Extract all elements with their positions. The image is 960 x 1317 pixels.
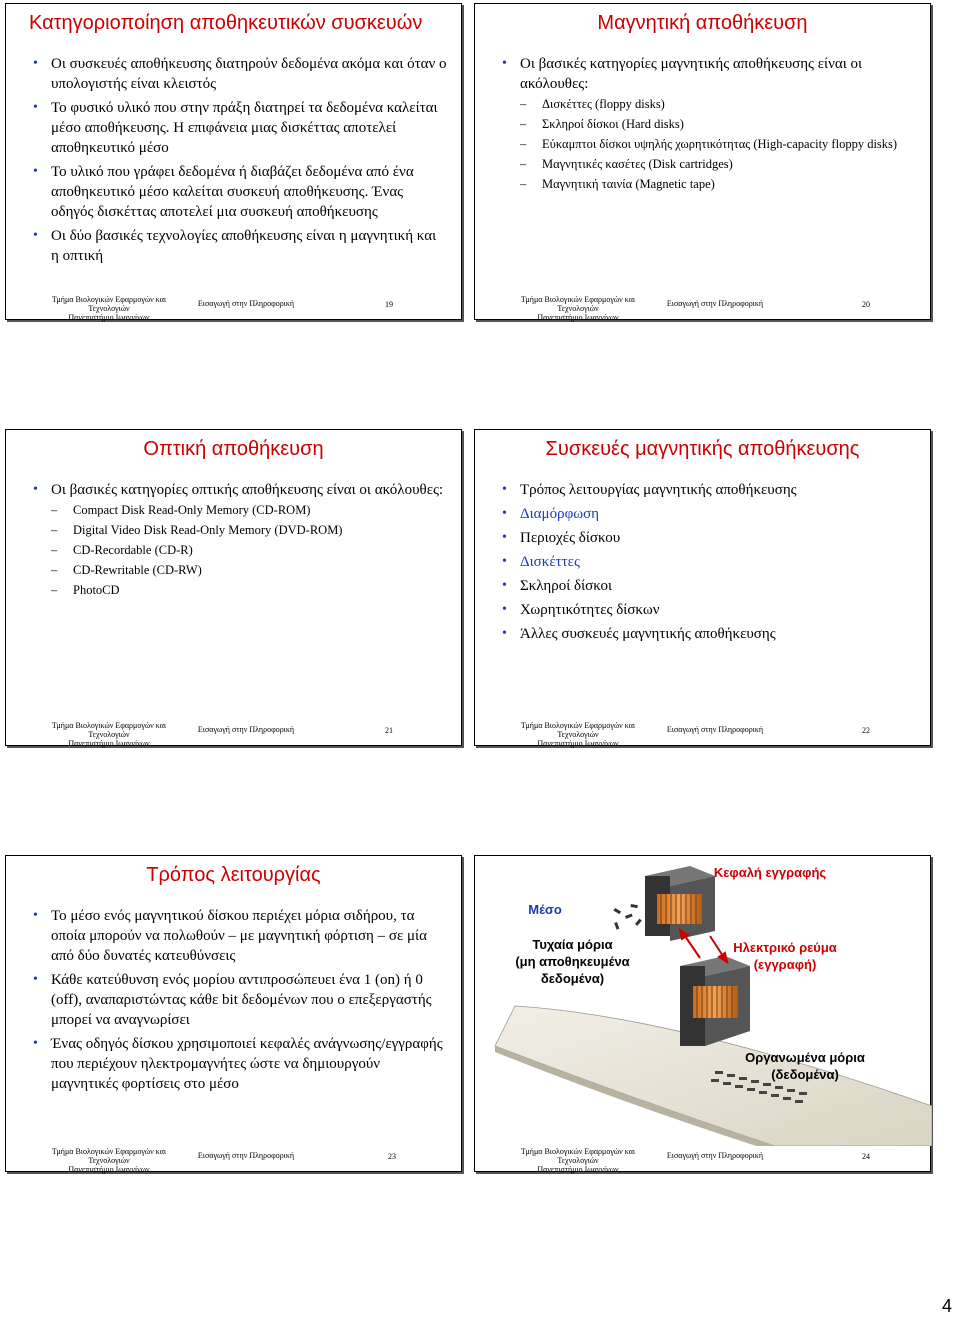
- list-item: • Κάθε κατεύθυνση ενός μορίου αντιπροσώπευει ένα 1 (on) ή 0 (off), αναπαριστώντας κάθε bit δεδομένων που ο επεξεργαστής μπορεί να αναγνωρίσει: [33, 972, 432, 1028]
- current-label: Ηλεκτρικό ρεύμα (εγγραφή): [733, 940, 837, 972]
- slide-number: 20: [862, 300, 870, 309]
- sub-item: – Μαγνητική ταινία (Magnetic tape): [520, 177, 715, 191]
- bullet-icon: •: [502, 578, 507, 593]
- bullet-icon: •: [33, 908, 38, 923]
- sub-item: – CD-Rewritable (CD-RW): [51, 563, 202, 577]
- sub-item: – Compact Disk Read-Only Memory (CD-ROM): [51, 503, 311, 517]
- list-item: • Οι δύο βασικές τεχνολογίες αποθήκευσης είναι η μαγνητική και η οπτική: [33, 228, 437, 264]
- link-formatting[interactable]: Διαμόρφωση: [520, 506, 600, 522]
- bullet-icon: •: [502, 530, 507, 545]
- list-item: • Οι βασικές κατηγορίες οπτικής αποθήκευσης είναι οι ακόλουθες: – Compact Disk Read-Only Memory (CD-ROM) – Digital Video Disk Read-Only Memory (DVD-ROM) – CD-Recordable (CD-R) – CD-Rewritable (CD-RW) – PhotoCD: [33, 480, 447, 598]
- slide-footer: Τμήμα Βιολογικών Εφαρμογών και Τεχνολογιών Πανεπιστήμιο Ιωαννίνων Εισαγωγή στην Πληροφορική 23: [51, 1147, 396, 1174]
- bullet-icon: •: [33, 100, 38, 115]
- bullet-icon: •: [33, 972, 38, 987]
- slide-footer: Τμήμα Βιολογικών Εφαρμογών και Τεχνολογιών Πανεπιστήμιο Ιωαννίνων Εισαγωγή στην Πληροφορική 24: [520, 1147, 870, 1174]
- slide-number: 22: [862, 726, 870, 735]
- bullet-list: [502, 480, 916, 648]
- sub-item: – Δισκέττες (floppy disks): [520, 97, 665, 111]
- list-item: • Το φυσικό υλικό που στην πράξη διατηρεί τα δεδομένα καλείται μέσο αποθήκευσης. Η επιφάνεια μιας δισκέττας αποτελεί αποθηκευτικό μέσο: [33, 100, 438, 156]
- bullet-icon: •: [33, 1036, 38, 1051]
- slide-number: 23: [388, 1152, 396, 1161]
- slide-23: [5, 855, 462, 1172]
- sub-list: [520, 96, 916, 192]
- slide-footer: Τμήμα Βιολογικών Εφαρμογών και Τεχνολογιών Πανεπιστήμιο Ιωαννίνων Εισαγωγή στην Πληροφορική 19: [51, 295, 393, 322]
- list-item: • Οι βασικές κατηγορίες μαγνητικής αποθήκευσης είναι οι ακόλουθες: – Δισκέττες (floppy disks) – Σκληροί δίσκοι (Hard disks) – Εύκαμπτοι δίσκοι υψηλής χωρητικότητας (High-capacity floppy disks) – Μαγνητικές κασέτες (Disk cartridges) – Μαγνητική ταινία (Magnetic tape): [502, 54, 916, 192]
- bullet-icon: •: [502, 602, 507, 617]
- bullet-icon: •: [33, 56, 38, 71]
- bullet-list: [33, 906, 447, 1098]
- sub-item: – Digital Video Disk Read-Only Memory (DVD-ROM): [51, 523, 343, 537]
- slide-24: [474, 855, 931, 1172]
- bullet-icon: •: [502, 554, 507, 569]
- medium-label: Μέσο: [528, 902, 562, 917]
- link-floppies[interactable]: Δισκέττες: [520, 554, 580, 570]
- list-item: • Περιοχές δίσκου: [502, 530, 621, 546]
- bullet-icon: •: [502, 626, 507, 641]
- bullet-icon: •: [33, 482, 38, 497]
- bullet-icon: •: [502, 482, 507, 497]
- bullet-icon: •: [33, 228, 38, 243]
- slide-title: Οπτική αποθήκευση: [143, 438, 324, 460]
- list-item: • Τρόπος λειτουργίας μαγνητικής αποθήκευσης: [502, 482, 797, 498]
- bullet-list: [33, 54, 447, 270]
- bullet-list: [33, 480, 447, 602]
- write-head-label: Κεφαλή εγγραφής: [713, 865, 827, 880]
- bullet-list: [502, 54, 916, 196]
- list-item: • Άλλες συσκευές μαγνητικής αποθήκευσης: [502, 626, 776, 642]
- sub-item: – CD-Recordable (CD-R): [51, 543, 193, 557]
- page-number: 4: [941, 1296, 952, 1316]
- slide-number: 24: [862, 1152, 870, 1161]
- bullet-icon: •: [33, 164, 38, 179]
- list-item: • Σκληροί δίσκοι: [502, 578, 612, 594]
- sub-list: [51, 502, 447, 598]
- list-item: • Χωρητικότητες δίσκων: [502, 602, 660, 618]
- slide-20: [474, 3, 931, 320]
- slide-title: Μαγνητική αποθήκευση: [597, 12, 808, 34]
- list-item: • Το μέσο ενός μαγνητικού δίσκου περιέχει μόρια σιδήρου, τα οποία μπορούν να πολωθούν – με μαγνητική φόρτιση – σε μία από δύο δυνατές κατευθύνσεις: [33, 908, 427, 964]
- slide-footer: Τμήμα Βιολογικών Εφαρμογών και Τεχνολογιών Πανεπιστήμιο Ιωαννίνων Εισαγωγή στην Πληροφορική 20: [520, 295, 870, 322]
- slide-number: 19: [385, 300, 393, 309]
- slide-footer: Τμήμα Βιολογικών Εφαρμογών και Τεχνολογιών Πανεπιστήμιο Ιωαννίνων Εισαγωγή στην Πληροφορική 22: [520, 721, 870, 748]
- slide-title: Κατηγοριοποίηση αποθηκευτικών συσκευών: [29, 12, 423, 34]
- list-item[interactable]: [502, 504, 916, 524]
- list-item[interactable]: [502, 552, 916, 572]
- slide-22: [474, 429, 931, 746]
- bullet-icon: •: [502, 506, 507, 521]
- slide-number: 21: [385, 726, 393, 735]
- random-particles: [614, 904, 642, 930]
- slide-footer: Τμήμα Βιολογικών Εφαρμογών και Τεχνολογιών Πανεπιστήμιο Ιωαννίνων Εισαγωγή στην Πληροφορική 21: [51, 721, 393, 748]
- sub-item: – Σκληροί δίσκοι (Hard disks): [520, 117, 684, 131]
- slide-title: Συσκευές μαγνητικής αποθήκευσης: [545, 438, 860, 460]
- list-item: • Οι συσκευές αποθήκευσης διατηρούν δεδομένα ακόμα και όταν ο υπολογιστής είναι κλειστός: [33, 56, 447, 92]
- organized-particles-label: Οργανωμένα μόρια (δεδομένα): [745, 1050, 865, 1082]
- slide-19: [5, 3, 462, 320]
- slide-title: Τρόπος λειτουργίας: [146, 864, 321, 886]
- list-item: • Το υλικό που γράφει δεδομένα ή διαβάζει δεδομένα από ένα αποθηκευτικό μέσο καλείται συσκευή αποθήκευσης. Ένας οδηγός δισκέττας αποτελεί μια συσκευή αποθήκευσης: [33, 164, 414, 220]
- sub-item: – PhotoCD: [51, 583, 120, 597]
- bullet-icon: •: [502, 56, 507, 71]
- sub-item: – Εύκαμπτοι δίσκοι υψηλής χωρητικότητας (High-capacity floppy disks): [520, 137, 898, 151]
- list-item: • Ένας οδηγός δίσκου χρησιμοποιεί κεφαλές ανάγνωσης/εγγραφής που περιέχουν ηλεκτρομαγνήτες ώστε να δημιουργούν μαγνητικές φορτίσεις στο μέσο: [33, 1036, 443, 1092]
- slide-21: [5, 429, 462, 746]
- random-particles-label: Τυχαία μόρια (μη αποθηκευμένα δεδομένα): [515, 937, 630, 986]
- sub-item: – Μαγνητικές κασέτες (Disk cartridges): [520, 157, 733, 171]
- magnetic-write-diagram: [475, 856, 932, 1146]
